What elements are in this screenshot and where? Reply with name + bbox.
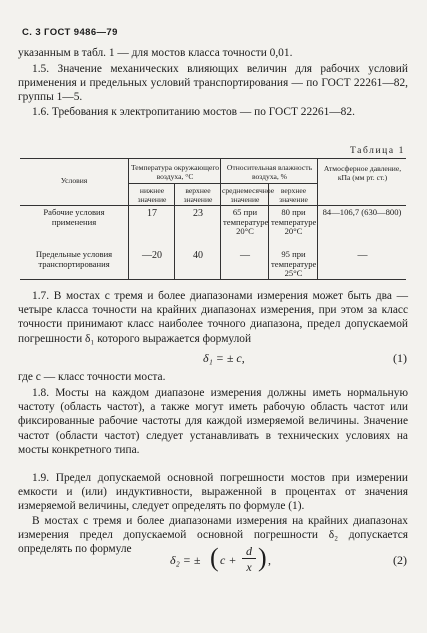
formula-1-number: (1) <box>393 351 407 365</box>
paragraph-1-8: 1.8. Мосты на каждом диапазоне измерения должны иметь нормальную частоту (область частот), а также могут иметь рабочую область частот или фиксированные рабочие частоты для каждой измеряемой величины. Значение частот (области частот) следует устанавливать в технических условиях на мосты конкретного типа. <box>18 387 408 456</box>
row1-condition: Рабочие условия применения <box>43 207 105 227</box>
formula-2-comma: , <box>268 553 271 567</box>
paragraph-1-9: 1.9. Предел допускаемой основной погрешности мостов при измерении емкости и (или) индуктивности, выраженной в процентах от значения измеряемой величины, следует определять по формуле (1). <box>18 472 408 513</box>
subheader-mean-month: среднемесячное значение <box>222 186 275 204</box>
header-humidity: Относительная влажность воздуха, % <box>226 163 313 181</box>
row1-h-mean: 65 при температуре 20°С <box>223 207 269 237</box>
formula-2-fraction-bar <box>242 558 256 559</box>
header-conditions: Условия <box>60 176 88 185</box>
table-caption: Таблица 1 <box>349 146 405 156</box>
formula-2-paren-open: ( <box>210 543 219 572</box>
formula-2-paren-close: ) <box>258 543 267 572</box>
paragraph-1-7: 1.7. В мостах с тремя и более диапазонами измерения может быть два — четыре класса точности на крайних диапазонах измерения, при этом за класс точности принимают класс наиболее точного диапазона, предел допускаемой погрешности δ₁ которого выражается формулой <box>18 290 408 345</box>
row1-pressure: 84—106,7 (630—800) <box>322 207 402 217</box>
subheader-upper-humidity: верхнее значение <box>279 186 308 204</box>
formula-1: δ₁ = ± c, <box>203 351 245 365</box>
formula-2-lhs: δ₂ = ± <box>170 553 201 567</box>
row2-h-high: 95 при температуре 25°С <box>271 249 317 279</box>
paragraph-continuation: указанным в табл. 1 — для мостов класса точности 0,01. <box>18 47 293 59</box>
formula-2-c: c + <box>220 553 237 567</box>
header-pressure: Атмосферное давление, кПа (мм рт. ст.) <box>323 164 402 182</box>
row2-condition: Предельные условия транспортирования <box>35 249 113 269</box>
page-header: С. 3 ГОСТ 9486—79 <box>22 27 118 38</box>
row2-t-high: 40 <box>193 250 203 261</box>
paragraph-1-6: 1.6. Требования к электропитанию мостов — по ГОСТ 22261—82. <box>32 106 355 118</box>
row1-t-low: 17 <box>147 208 157 219</box>
paragraph-1-9-continued: В мостах с тремя и более диапазонами измерения на крайних диапазонах измерения предел допускаемой основной погрешности δ₂ допускается определять по формуле <box>18 515 408 556</box>
conditions-table <box>20 158 406 280</box>
formula-2-numerator: d <box>246 544 252 558</box>
paragraph-where: где c — класс точности моста. <box>18 371 166 383</box>
row2-h-mean: — <box>240 250 250 261</box>
row1-h-high: 80 при температуре 20°С <box>271 207 317 237</box>
row1-t-high: 23 <box>193 208 203 219</box>
row2-t-low: —20 <box>142 250 162 261</box>
formula-2-denominator: x <box>246 560 252 574</box>
row2-pressure: — <box>357 250 368 261</box>
subheader-lower: нижнее значение <box>137 186 167 204</box>
subheader-upper: верхнее значение <box>183 186 213 204</box>
paragraph-1-5: 1.5. Значение механических влияющих величин для рабочих условий применения и предельных условий транспортирования — по ГОСТ 22261—82, группы 1—5. <box>18 63 408 104</box>
formula-2-number: (2) <box>393 553 407 567</box>
formula-2 <box>170 544 300 574</box>
header-temperature: Температура окружающего воздуха, °С <box>130 163 220 181</box>
